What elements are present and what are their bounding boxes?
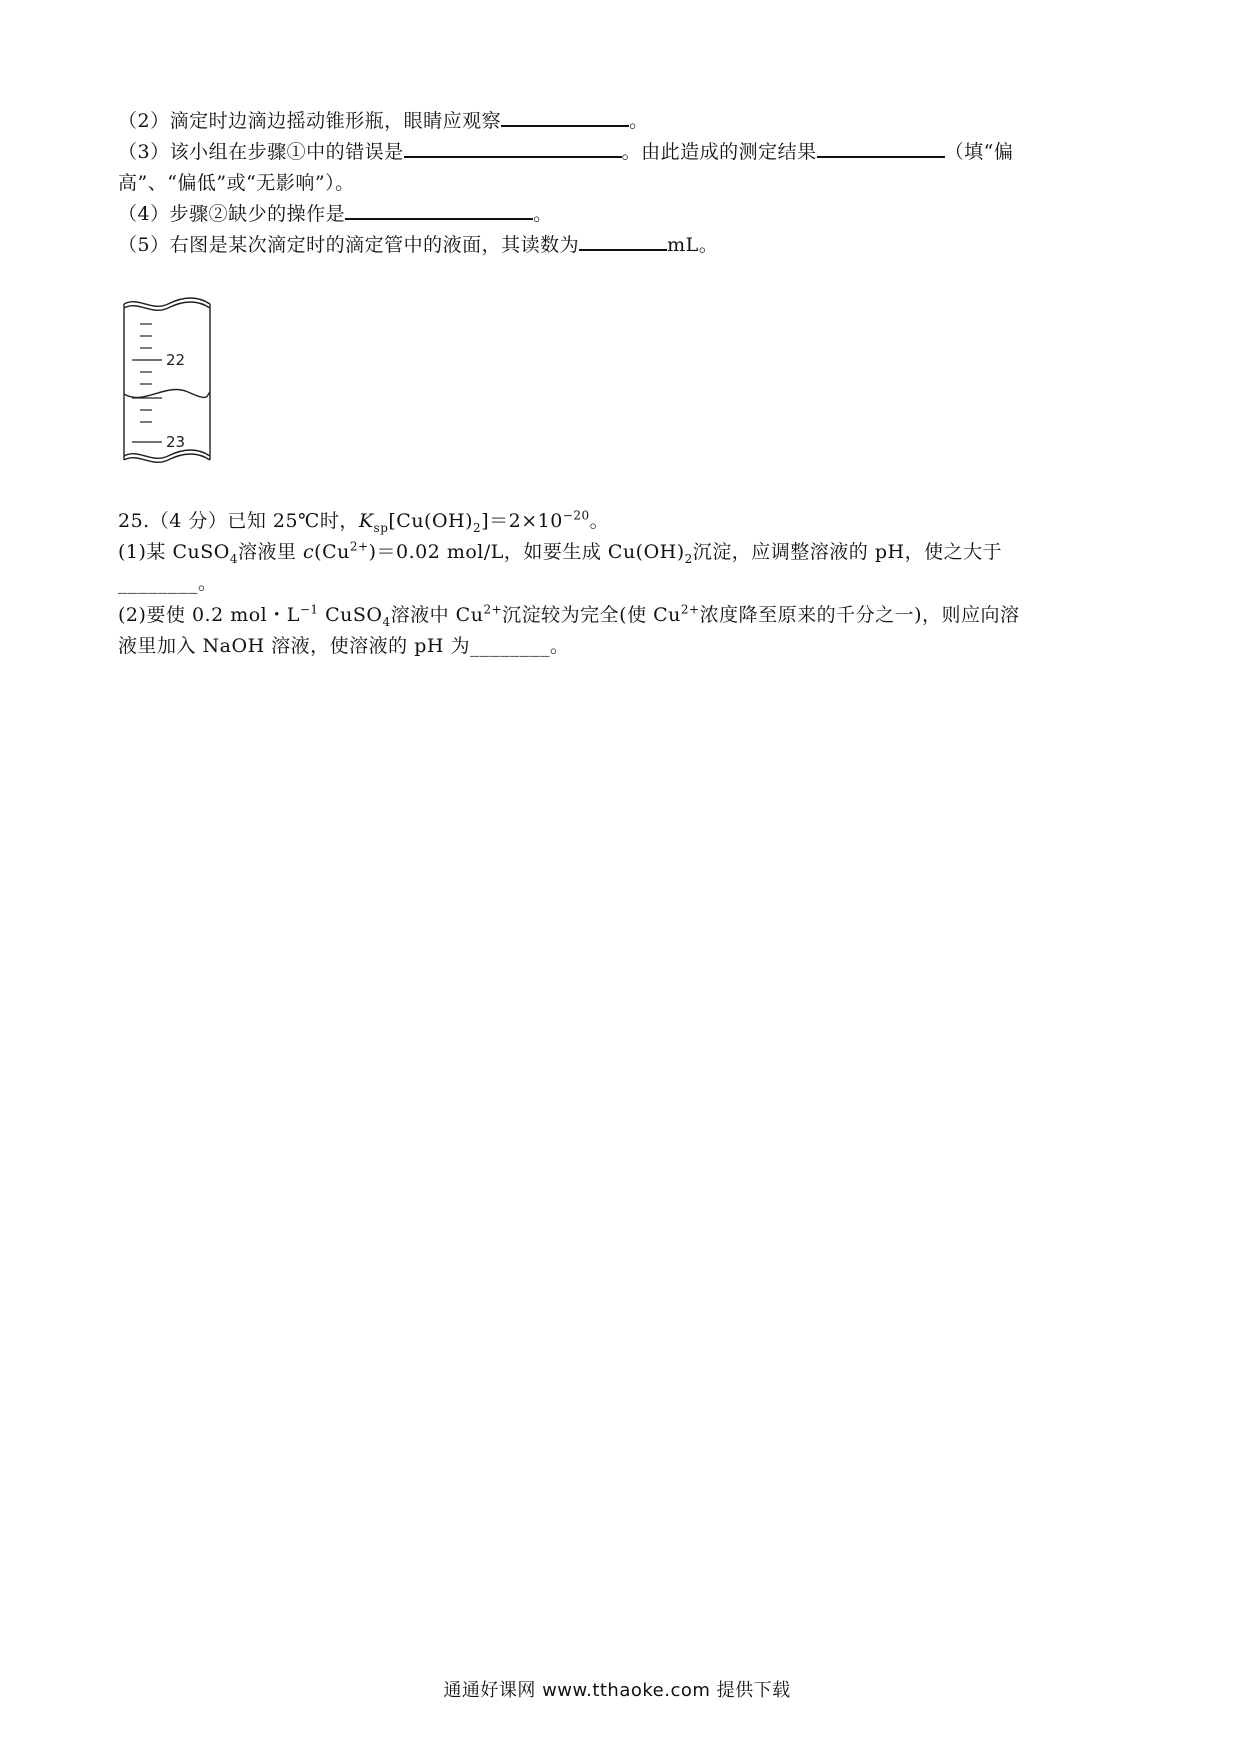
q24-part3-line2-text: 高”、“偏低”或“无影响”）。 [118, 172, 355, 194]
subscript: 2 [473, 520, 482, 535]
answer-blank[interactable] [501, 107, 629, 127]
answer-blank[interactable]: ________ [118, 572, 198, 594]
punct: 。 [629, 110, 649, 132]
burette-label-23: 23 [166, 433, 186, 451]
q25-part1-line2 [118, 568, 218, 598]
subscript: 4 [382, 614, 391, 629]
q24-part4 [118, 199, 553, 229]
q25-part2-line2 [118, 631, 570, 661]
text: )＝0.02 mol/L，如要生成 Cu(OH) [368, 541, 685, 563]
text: (2)要使 0.2 mol・L [118, 604, 300, 626]
burette-label-22: 22 [166, 351, 186, 369]
unit-label: mL。 [667, 234, 719, 256]
q24-part3-tail: （填“偏 [944, 141, 1014, 163]
burette-figure [118, 296, 218, 468]
text: 溶液中 Cu [390, 604, 484, 626]
text: (1)某 CuSO [118, 541, 230, 563]
answer-blank[interactable] [345, 200, 533, 220]
q24-part4-text: （4）步骤②缺少的操作是 [118, 203, 346, 225]
q24-part2-text: （2）滴定时边滴边摇动锥形瓶，眼睛应观察 [118, 110, 502, 132]
text: 浓度降至原来的千分之一)，则应向溶 [699, 604, 1020, 626]
subscript: 2 [684, 551, 693, 566]
q25-part1 [118, 537, 1002, 567]
superscript: 2+ [680, 602, 700, 617]
concentration-symbol: c [303, 541, 315, 563]
punct: 。 [589, 510, 610, 532]
q24-part3-mid: 。由此造成的测定结果 [621, 141, 817, 163]
exponent: −20 [562, 508, 590, 523]
answer-blank[interactable] [579, 231, 667, 251]
punct: 。 [533, 203, 553, 225]
text: 液里加入 NaOH 溶液，使溶液的 pH 为 [118, 635, 470, 657]
text: (Cu [314, 541, 350, 563]
q24-part5 [118, 230, 718, 260]
answer-blank[interactable] [817, 138, 945, 158]
page-footer: 通通好课网 www.tthaoke.com 提供下载 [443, 1680, 791, 1701]
q25-header-text: 25.（4 分）已知 25℃时， [118, 510, 359, 532]
text: CuSO [318, 604, 383, 626]
superscript: 2+ [349, 539, 369, 554]
ksp-subscript: sp [373, 520, 389, 535]
q25-part2 [118, 600, 1020, 630]
superscript: 2+ [483, 602, 503, 617]
q24-part5-text: （5）右图是某次滴定时的滴定管中的液面，其读数为 [118, 234, 580, 256]
text: 沉淀较为完全(使 Cu [502, 604, 681, 626]
text: 沉淀，应调整溶液的 pH，使之大于 [692, 541, 1003, 563]
punct: 。 [198, 572, 218, 594]
text: 溶液里 [237, 541, 304, 563]
answer-blank[interactable]: ________ [470, 635, 550, 657]
formula: ]＝2×10 [481, 510, 563, 532]
answer-blank[interactable] [404, 138, 622, 158]
subscript: 4 [229, 551, 238, 566]
q25-header [118, 506, 609, 536]
q24-part3-line2 [118, 168, 355, 198]
ksp-symbol: K [358, 510, 374, 532]
q24-part3 [118, 137, 1013, 167]
formula: [Cu(OH) [388, 510, 474, 532]
punct: 。 [550, 635, 570, 657]
superscript: −1 [299, 602, 319, 617]
q24-part3-text: （3）该小组在步骤①中的错误是 [118, 141, 404, 163]
q24-part2 [118, 106, 649, 136]
